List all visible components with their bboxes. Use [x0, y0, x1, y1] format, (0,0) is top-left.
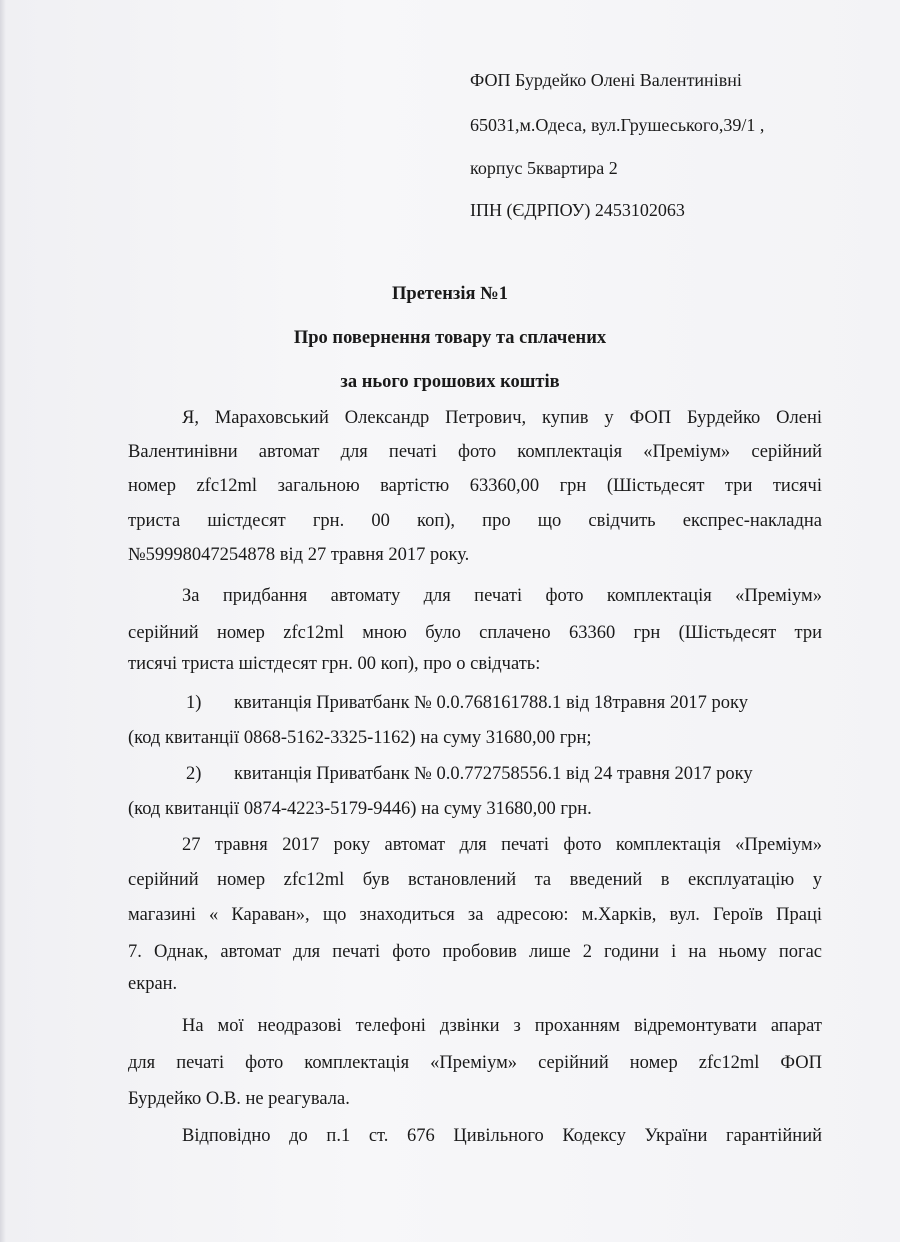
paragraph-3-line-3: магазині « Караван», що знаходиться за адресою: м.Харків, вул. Героїв Праці [128, 905, 822, 925]
claim-title: Претензія №1 [392, 284, 508, 304]
list-item-2-line-2: (код квитанції 0874-4223-5179-9446) на суму 31680,00 грн. [128, 799, 592, 819]
paragraph-1-line-2: Валентинівни автомат для печаті фото комплектація «Преміум» серійний [128, 442, 822, 462]
recipient-address-line1: 65031,м.Одеса, вул.Грушеського,39/1 , [470, 115, 765, 135]
paragraph-4-line-3: Бурдейко О.В. не реагувала. [128, 1089, 350, 1109]
paragraph-2-line-3: тисячі триста шістдесят грн. 00 коп), про о свідчать: [128, 654, 541, 674]
claim-subtitle-line2: за нього грошових коштів [340, 372, 560, 392]
recipient-name: ФОП Бурдейко Олені Валентинівні [470, 70, 742, 90]
claim-subtitle-line1: Про повернення товару та сплачених [293, 328, 607, 348]
paragraph-1-line-5: №59998047254878 від 27 травня 2017 року. [128, 545, 470, 565]
page-edge-shadow [0, 0, 6, 1242]
paragraph-4-line-2: для печаті фото комплектація «Преміум» серійний номер zfc12ml ФОП [128, 1053, 822, 1073]
list-item-1-number: 1) [186, 693, 202, 713]
paragraph-2-line-1: За придбання автомату для печаті фото комплектація «Преміум» [182, 586, 822, 606]
paragraph-3-line-1: 27 травня 2017 року автомат для печаті фото комплектація «Преміум» [182, 835, 822, 855]
recipient-tax-id: ІПН (ЄДРПОУ) 2453102063 [470, 200, 685, 220]
list-item-2 [186, 764, 826, 785]
list-item-2-number: 2) [186, 764, 202, 784]
paragraph-4-line-1: На мої неодразові телефоні дзвінки з проханням відремонтувати апарат [182, 1016, 822, 1036]
list-item-2-text: квитанція Приватбанк № 0.0.772758556.1 від 24 травня 2017 року [234, 764, 753, 784]
paragraph-3-line-5: екран. [128, 974, 178, 994]
list-item-1-line-2: (код квитанції 0868-5162-3325-1162) на суму 31680,00 грн; [128, 728, 592, 748]
paragraph-5-line-1: Відповідно до п.1 ст. 676 Цивільного Кодексу України гарантійний [182, 1126, 822, 1146]
list-item-1-text: квитанція Приватбанк № 0.0.768161788.1 від 18травня 2017 року [234, 693, 749, 713]
paragraph-1-line-3: номер zfc12ml загальною вартістю 63360,00 грн (Шістьдесят три тисячі [128, 476, 822, 496]
recipient-address-line2: корпус 5квартира 2 [470, 158, 618, 178]
paragraph-1-line-1: Я, Мараховський Олександр Петрович, купив у ФОП Бурдейко Олені [182, 408, 822, 428]
paragraph-2-line-2: серійний номер zfc12ml мною було сплачено 63360 грн (Шістьдесят три [128, 623, 822, 643]
list-item-1 [186, 693, 826, 714]
paragraph-1-line-4: триста шістдесят грн. 00 коп), про що свідчить експрес-накладна [128, 511, 822, 531]
paragraph-3-line-2: серійний номер zfc12ml був встановлений та введений в експлуатацію у [128, 870, 822, 890]
paragraph-3-line-4: 7. Однак, автомат для печаті фото пробовив лише 2 години і на ньому погас [128, 942, 822, 962]
